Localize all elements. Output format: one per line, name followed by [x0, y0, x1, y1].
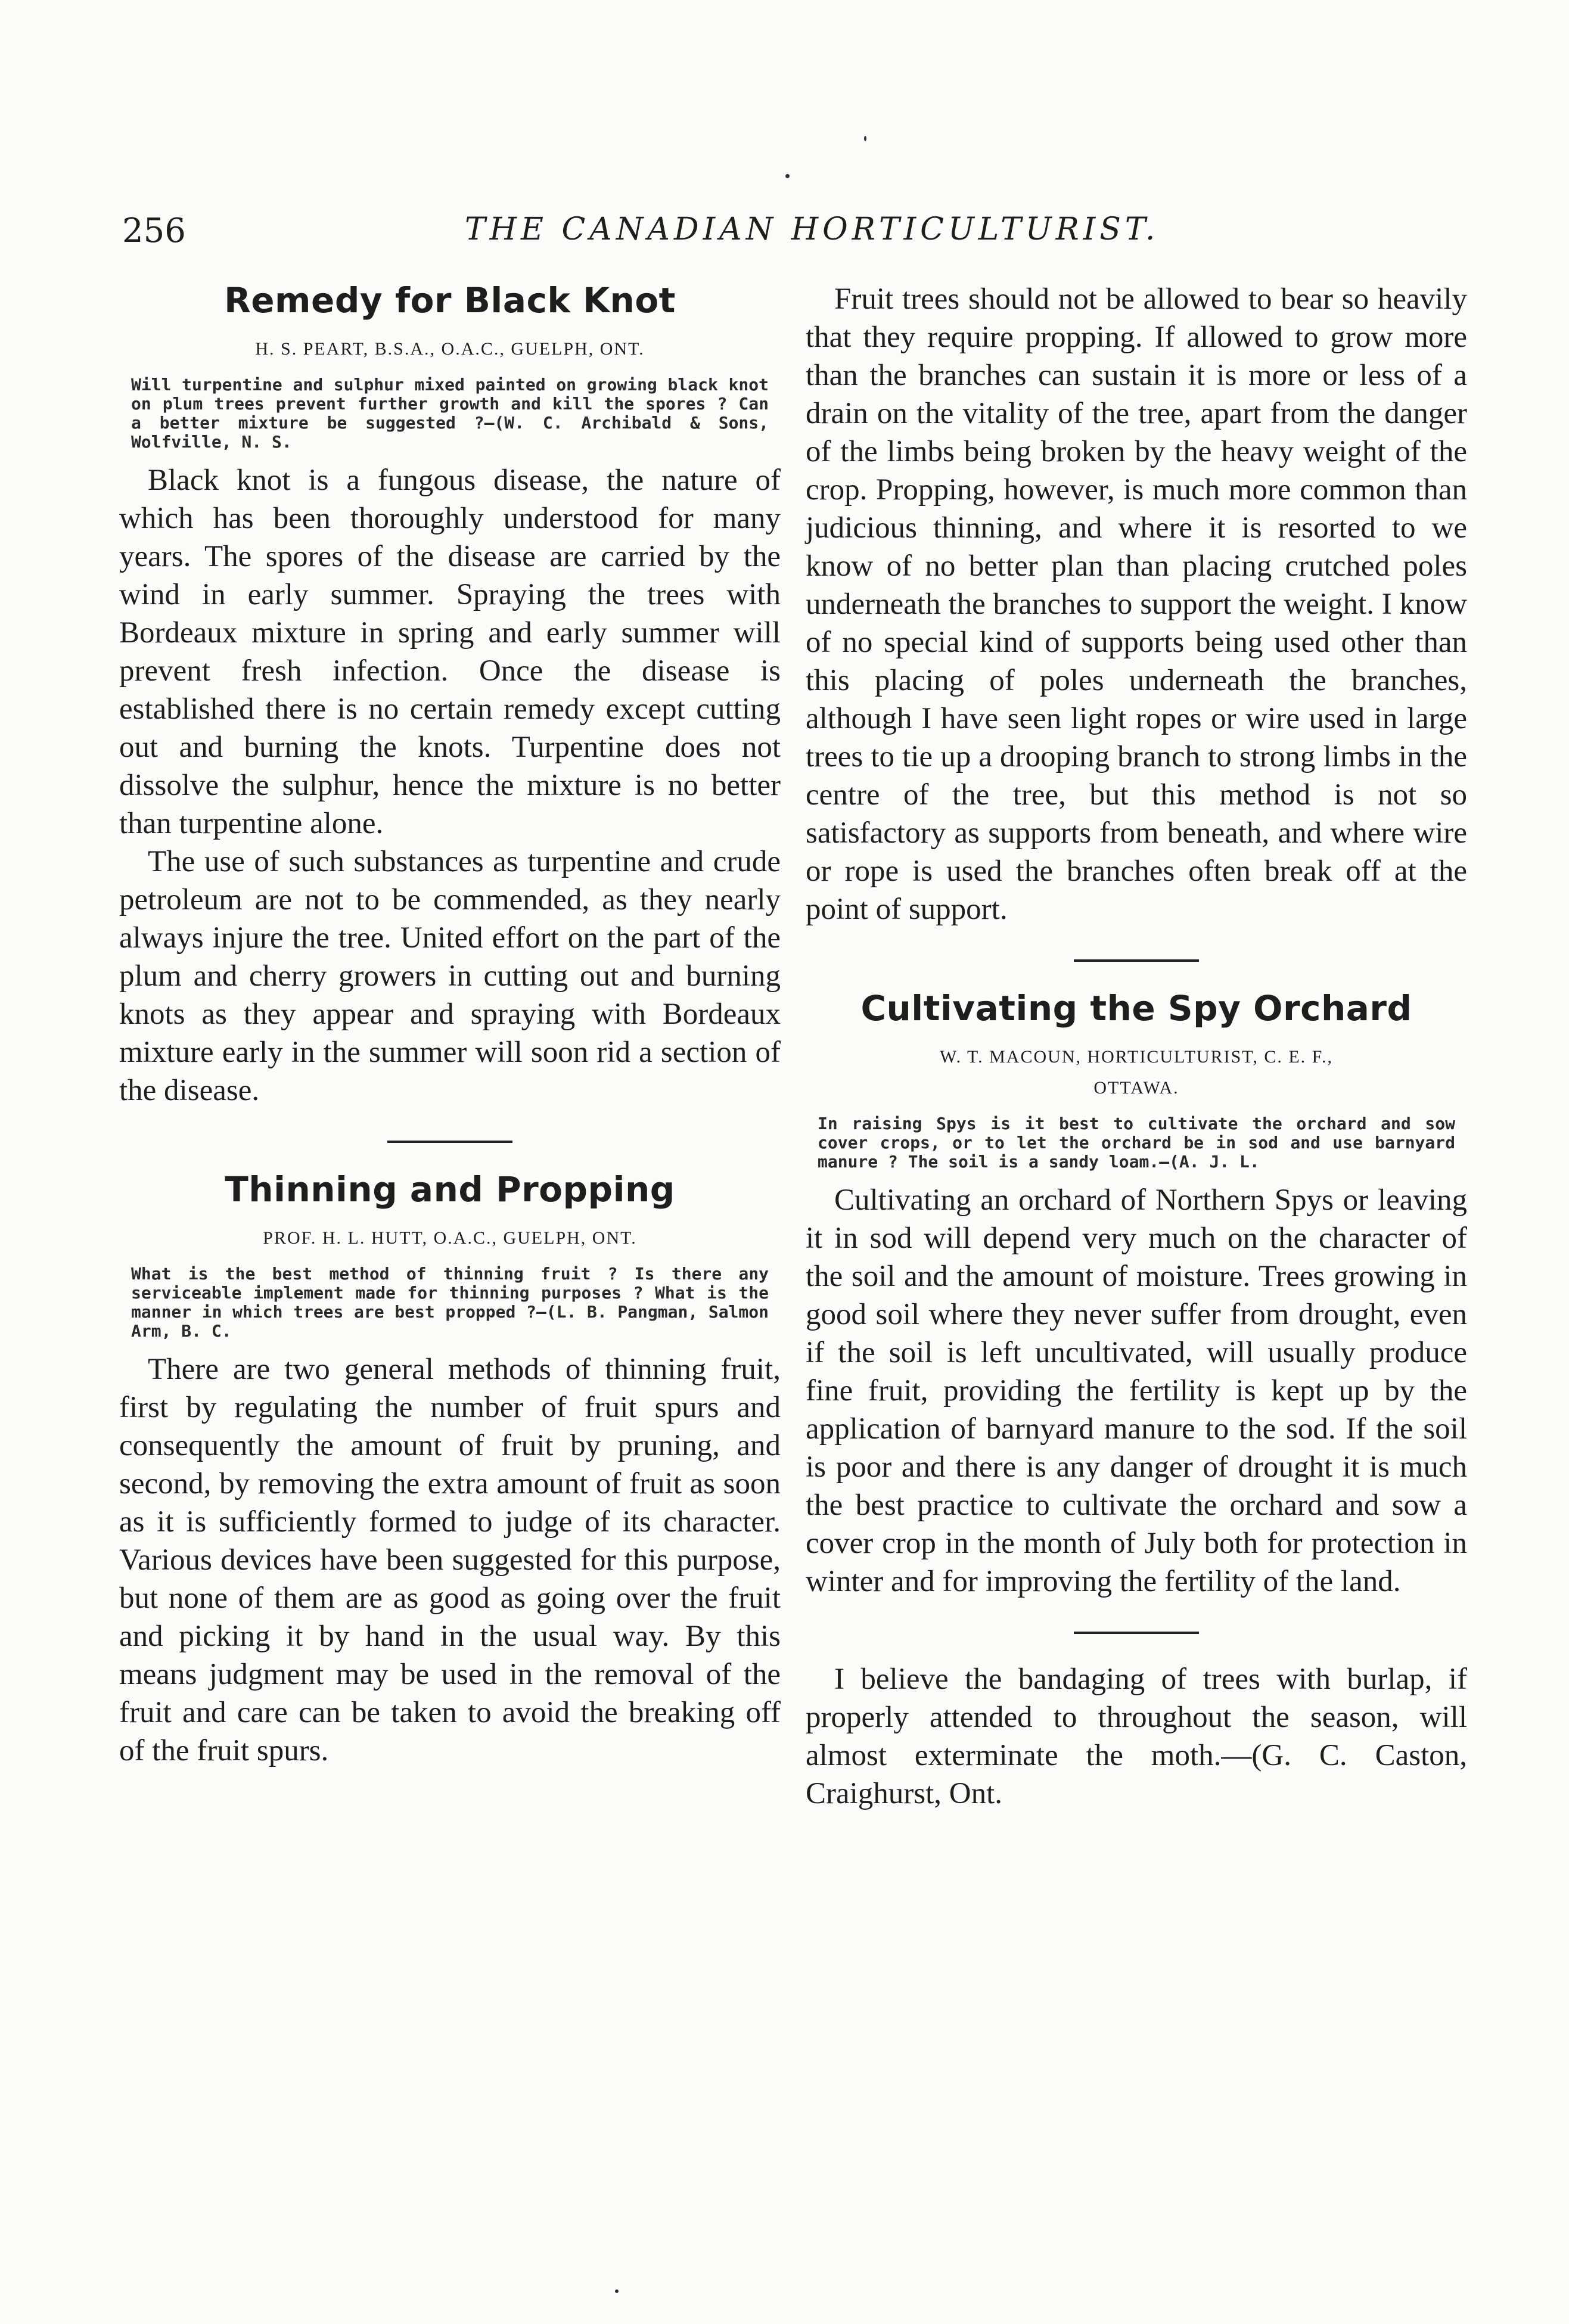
article-title: Cultivating the Spy Orchard	[860, 988, 1412, 1029]
print-speck	[785, 174, 790, 178]
continued-paragraph: Fruit trees should not be allowed to bear so heavily that they require propping. If allowed to grow more than the branches can sustain it is more or less of a drain on the vitality of the tree, apart from the danger of the limbs being broken by the heavy weight of the crop. Propping, however, is much more common than judicious thinning, and where it is resorted to we know of no better plan than placing crutched poles underneath the branches to support the weight. I know of no special kind of supports being used other than this placing of poles underneath the branches, although I have seen light ropes or wire used in large trees to tie up a drooping branch to strong limbs in the centre of the tree, but this method is not so satisfactory as supports from beneath, and where wire or rope is used the branches often break off at the point of support.	[806, 282, 1467, 926]
reader-question: Will turpentine and sulphur mixed painted on growing black knot on plum trees prevent further growth and kill the spores ? Can a better mixture be suggested ?—(W. C. Archibald & Sons, Wolfville, N. S.	[131, 375, 769, 452]
body-paragraph: Black knot is a fungous disease, the nature of which has been thoroughly understood for many years. The spores of the disease are carried by the wind in early summer. Spraying the trees with Bordeaux mixture in spring and early summer will prevent fresh infection. Once the disease is established there is no certain remedy except cutting out and burning the knots. Turpentine does not dissolve the sulphur, hence the mixture is no better than turpentine alone.	[119, 464, 781, 840]
section-divider	[1074, 959, 1199, 962]
article-byline-location: OTTAWA.	[1093, 1078, 1179, 1098]
left-column	[119, 280, 781, 1770]
page-header	[0, 212, 1569, 259]
section-divider	[387, 1141, 512, 1143]
article-spy-orchard	[806, 988, 1467, 1601]
article-byline: H. S. PEART, B.S.A., O.A.C., GUELPH, ONT.	[255, 339, 645, 359]
article-byline: W. T. MACOUN, HORTICULTURIST, C. E. F.,	[940, 1047, 1333, 1067]
body-paragraph: Cultivating an orchard of Northern Spys or leaving it in sod will depend very much on the character of the soil and the amount of moisture. Trees growing in good soil where they never suffer from drought, even if the soil is left uncultivated, will usually produce fine fruit, providing the fertility is kept up by the application of barnyard manure to the sod. If the soil is poor and there is any danger of drought it is much the best practice to cultivate the orchard and sow a cover crop in the month of July both for protection in winter and for improving the fertility of the land.	[806, 1183, 1467, 1598]
article-byline: PROF. H. L. HUTT, O.A.C., GUELPH, ONT.	[263, 1228, 637, 1248]
article-thinning-propping	[119, 1169, 781, 1770]
section-divider	[1074, 1632, 1199, 1634]
article-title: Thinning and Propping	[225, 1169, 675, 1210]
body-paragraph: The use of such substances as turpentine and crude petroleum are not to be commended, as they nearly always injure the tree. United effort on the part of the plum and cherry growers in cutting out and burning knots as they appear and spraying with Bordeaux mixture early in the summer will soon rid a section of the disease.	[119, 845, 781, 1107]
print-speck	[615, 2289, 619, 2293]
reader-note: I believe the bandaging of trees with burlap, if properly attended to throughout the season, will almost exterminate the moth.—(G. C. Caston, Craighurst, Ont.	[806, 1663, 1467, 1810]
body-paragraph: There are two general methods of thinning fruit, first by regulating the number of fruit spurs and consequently the amount of fruit by pruning, and second, by removing the extra amount of fruit as soon as it is sufficiently formed to judge of its character. Various devices have been suggested for this purpose, but none of them are as good as going over the fruit and picking it by hand in the usual way. By this means judgment may be used in the removal of the fruit and care can be taken to avoid the breaking off of the fruit spurs.	[119, 1353, 781, 1767]
article-title: Remedy for Black Knot	[224, 280, 676, 321]
reader-question: In raising Spys is it best to cultivate the orchard and sow cover crops, or to let the orchard be in sod and use barnyard manure ? The soil is a sandy loam.—(A. J. L.	[818, 1114, 1455, 1172]
right-column	[806, 280, 1467, 1813]
reader-question: What is the best method of thinning fruit ? Is there any serviceable implement made for thinning purposes ? What is the manner in which trees are best propped ?—(L. B. Pangman, Salmon Arm, B. C.	[131, 1264, 769, 1341]
running-head: THE CANADIAN HORTICULTURIST.	[465, 212, 1160, 247]
page-number: 256	[122, 212, 186, 250]
print-speck	[864, 136, 866, 141]
article-black-knot	[119, 280, 781, 1110]
